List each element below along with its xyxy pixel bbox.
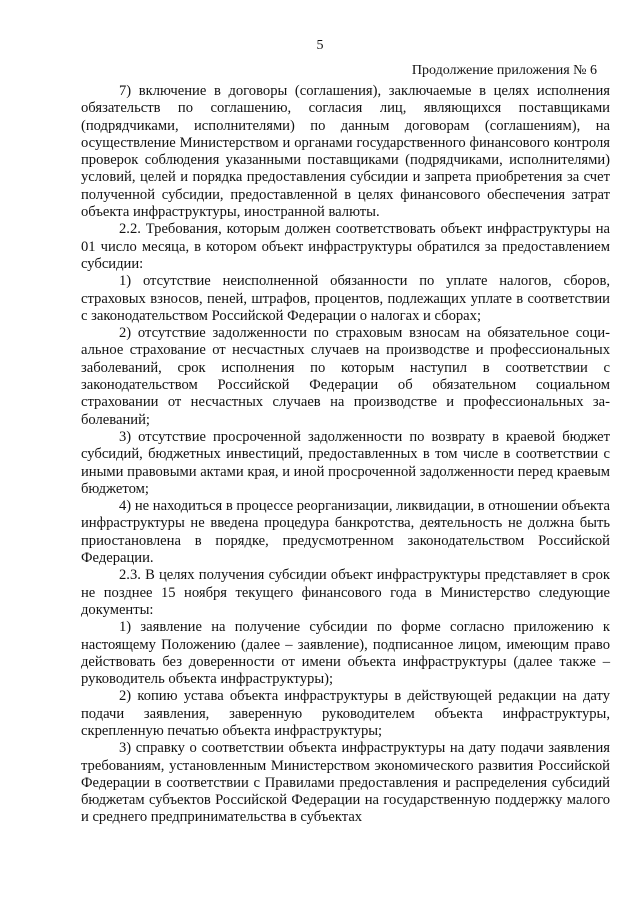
paragraph-2-2-requirements: 2.2. Требования, которым должен соответствовать объект инфраструктуры на 01 число месяца, в котором объект инфраструктуры обратился за предоставлением субсидии: xyxy=(81,221,610,272)
appendix-continuation-note: Продолжение приложения № 6 xyxy=(411,63,597,78)
page-number: 5 xyxy=(316,38,324,53)
document-body xyxy=(81,83,610,827)
paragraph-requirement-4-no-reorganization: 4) не находиться в процессе реорганизации, ликвидации, в отношении объекта инфраструктуры не введена процедура банкротства, деятельность не должна быть приостановлена в порядке, предусмотренном законодательством Российской Федерации. xyxy=(81,498,610,567)
paragraph-item-7-contracts-consent: 7) включение в договоры (соглашения), заключаемые в целях исполнения обязательств по соглашению, согласия лиц, являющихся поставщиками (подрядчиками, исполнителями) по данным договорам (соглашениям), на осуществление Министерством и органами государственного финансового контроля проверок соблюдения указанными поставщиками (подрядчиками, исполнителями) условий, целей и порядка предоставления субсидии и запрета приобретения за счет полученной субсидии, предоставленной в целях финансового обеспечения затрат объекта инфраструктуры, иностранной валюты. xyxy=(81,83,610,221)
paragraph-document-2-charter-copy: 2) копию устава объекта инфраструктуры в действующей редакции на дату подачи заявления, заверенную руководителем объекта инфраструктуры, скрепленную печатью объекта инфраструктуры; xyxy=(81,688,610,739)
paragraph-requirement-3-no-overdue-budget-debt: 3) отсутствие просроченной задолженности по возврату в краевой бюджет субсидий, бюджетных инвестиций, предоставленных в том числе в соответствии с иными правовыми актами края, и иной просроченной задолженности перед краевым бюджетом; xyxy=(81,428,610,497)
paragraph-document-1-application: 1) заявление на получение субсидии по форме согласно приложению к настоящему Положению (далее – заявление), подписанное лицом, имеющим право действовать без доверенности от имени объекта инфраструктуры (далее также – руководитель объекта инфраструктуры); xyxy=(81,619,610,688)
paragraph-2-3-documents: 2.3. В целях получения субсидии объект инфраструктуры представляет в срок не позднее 15 ноября текущего финансового года в Министерство следующие документы: xyxy=(81,567,610,618)
paragraph-requirement-2-no-insurance-debt: 2) отсутствие задолженности по страховым взносам на обязательное социальное страхование от несчастных случаев на производстве и профессиональных заболеваний, срок исполнения по которым наступил в соответствии с законодательством Российской Федерации об обязательном социальном страховании от несчастных случаев на производстве и профессиональных заболеваний; xyxy=(81,325,610,428)
paragraph-requirement-1-no-tax-debt: 1) отсутствие неисполненной обязанности по уплате налогов, сборов, страховых взносов, пеней, штрафов, процентов, подлежащих уплате в соответствии с законодательством Российской Федерации о налогах и сборах; xyxy=(81,273,610,324)
paragraph-document-3-compliance-certificate: 3) справку о соответствии объекта инфраструктуры на дату подачи заявления требованиям, установленным Министерством экономического развития Российской Федерации в соответствии с Правилами предоставления и распределения субсидий бюджетам субъектов Российской Федерации на государственную поддержку малого и среднего предпринимательства в субъектах xyxy=(81,740,610,826)
